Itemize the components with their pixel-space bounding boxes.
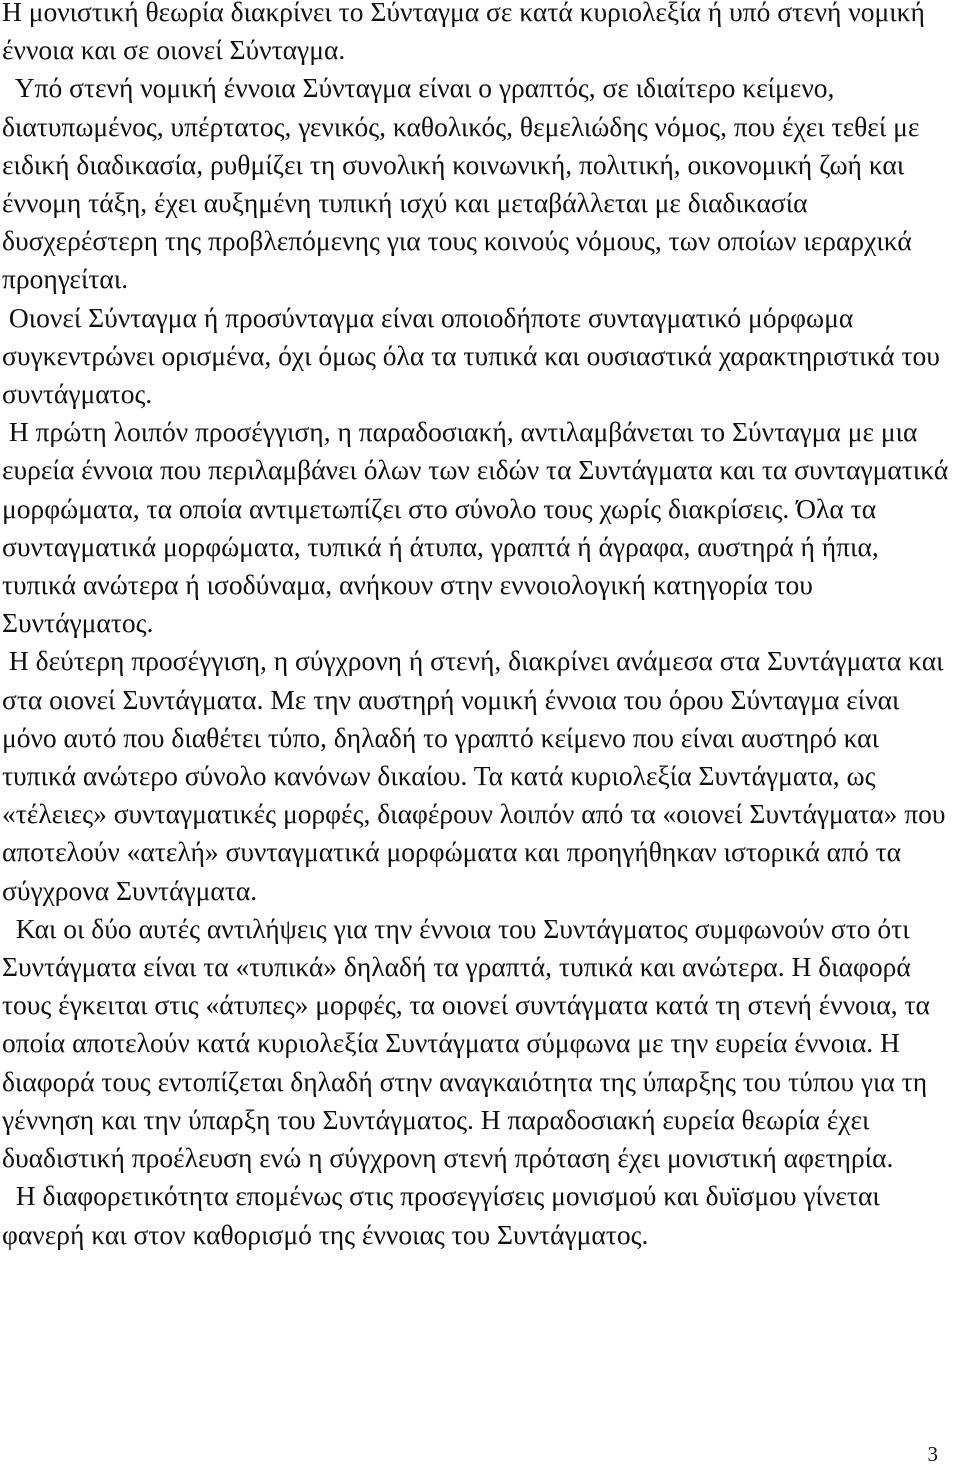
paragraph-traditional-approach: Η πρώτη λοιπόν προσέγγιση, η παραδοσιακή, αντιλαμβάνεται το Σύνταγμα με μια ευρεία έννοια που περιλαμβάνει όλων των ειδών τα Συντάγματα και τα συνταγματικά μορφώματα, τα οποία αντιμετωπίζει στο σύνολο τους χωρίς διακρίσεις. Όλα τα συνταγματικά μορφώματα, τυπικά ή άτυπα, γραπτά ή άγραφα, αυστηρά ή ήπια, τυπικά ανώτερα ή ισοδύναμα, ανήκουν στην εννοιολογική κατηγορία του Συντάγματος.: [2, 416, 949, 639]
document-body: [2, 0, 958, 1254]
paragraph-strict-legal-definition: Υπό στενή νομική έννοια Σύνταγμα είναι ο γραπτός, σε ιδιαίτερο κείμενο, διατυπωμένος, υπέρτατος, γενικός, καθολικός, θεμελιώδης νόμος, που έχει τεθεί με ειδική διαδικασία, ρυθμίζει τη συνολική κοινωνική, πολιτική, οικονομική ζωή και έννομη τάξη, έχει αυξημένη τυπική ισχύ και μεταβάλλεται με διαδικασία δυσχερέστερη της προβλεπόμενης για τους κοινούς νόμους, των οποίων ιεραρχικά προηγείται.: [2, 72, 920, 295]
page-number: 3: [927, 1442, 938, 1466]
paragraph-monist-theory-intro: Η μονιστική θεωρία διακρίνει το Σύνταγμα σε κατά κυριολεξία ή υπό στενή νομική έννοια και σε οιονεί Σύνταγμα.: [2, 0, 925, 66]
paragraph-comparison: Και οι δύο αυτές αντιλήψεις για την έννοια του Συντάγματος συμφωνούν στο ότι Συντάγματα είναι τα «τυπικά» δηλαδή τα γραπτά, τυπικά και ανώτερα. Η διαφορά τους έγκειται στις «άτυπες» μορφές, τα οιονεί συντάγματα κατά τη στενή έννοια, τα οποία αποτελούν κατά κυριολεξία Συντάγματα σύμφωνα με την ευρεία έννοια. Η διαφορά τους εντοπίζεται δηλαδή στην αναγκαιότητα της ύπαρξης του τύπου για τη γέννηση και την ύπαρξη του Συντάγματος. Η παραδοσιακή ευρεία θεωρία έχει δυαδιστική προέλευση ενώ η σύγχρονη στενή πρόταση έχει μονιστική αφετηρία.: [2, 912, 930, 1174]
paragraph-quasi-constitution: Οιονεί Σύνταγμα ή προσύνταγμα είναι οποιοδήποτε συνταγματικό μόρφωμα συγκεντρώνει ορισμένα, όχι όμως όλα τα τυπικά και ουσιαστικά χαρακτηριστικά του συντάγματος.: [2, 301, 940, 410]
paragraph-modern-approach: Η δεύτερη προσέγγιση, η σύγχρονη ή στενή, διακρίνει ανάμεσα στα Συντάγματα και στα οιονεί Συντάγματα. Με την αυστηρή νομική έννοια του όρου Σύνταγμα είναι μόνο αυτό που διαθέτει τύπο, δηλαδή το γραπτό κείμενο που είναι αυστηρό και τυπικά ανώτερο σύνολο κανόνων δικαίου. Τα κατά κυριολεξία Συντάγματα, ως «τέλειες» συνταγματικές μορφές, διαφέρουν λοιπόν από τα «οιονεί Συντάγματα» που αποτελούν «ατελή» συνταγματικά μορφώματα και προηγήθηκαν ιστορικά από τα σύγχρονα Συντάγματα.: [2, 645, 946, 906]
paragraph-conclusion: Η διαφορετικότητα επομένως στις προσεγγίσεις μονισμού και δυϊσμου γίνεται φανερή και στον καθορισμό της έννοιας του Συντάγματος.: [2, 1180, 880, 1250]
